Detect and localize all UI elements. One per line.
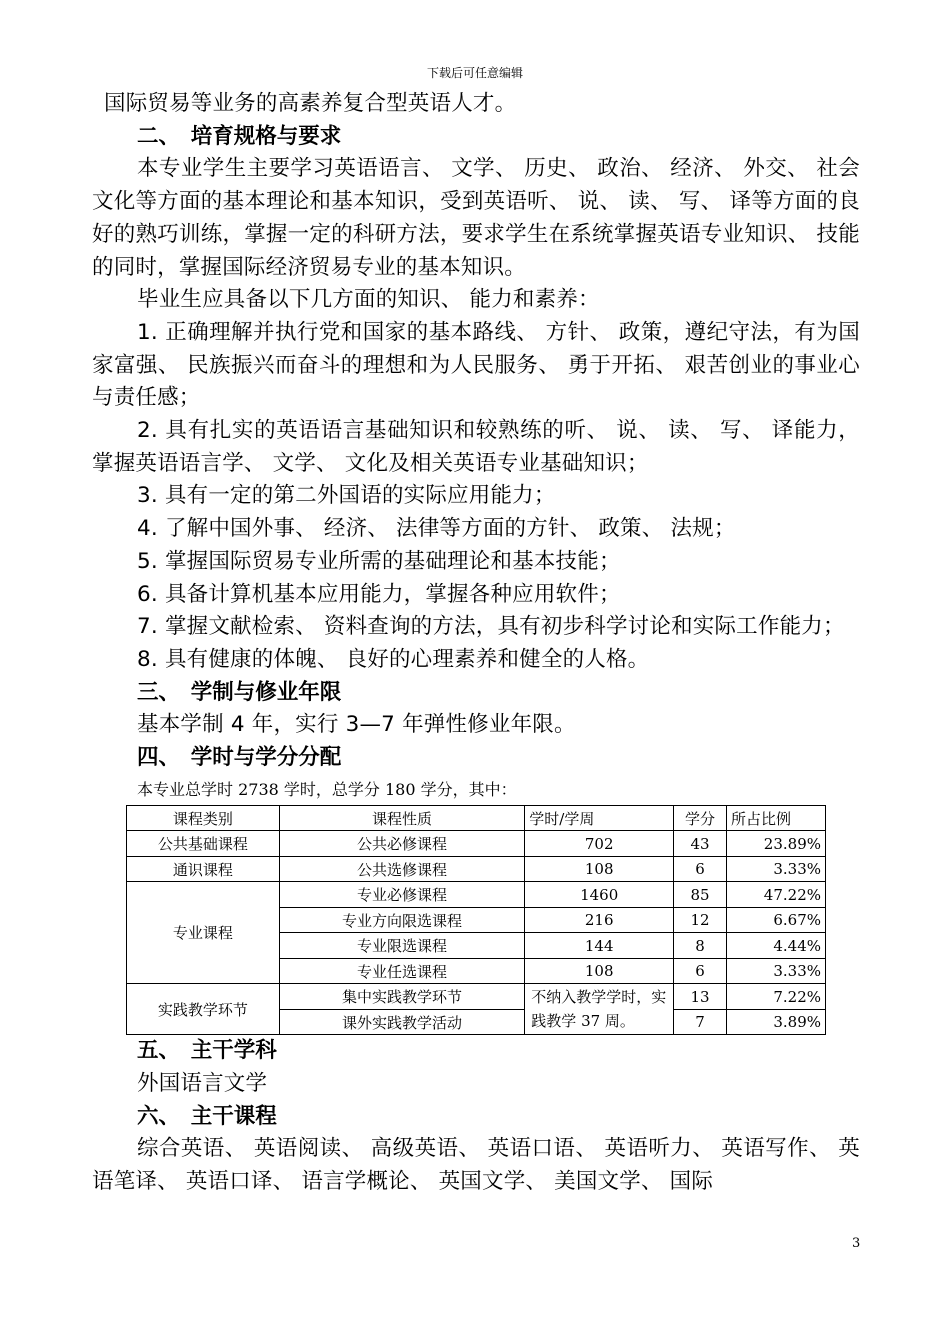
- list-item-2: 2. 具有扎实的英语语言基础知识和较熟练的听、 说、 读、 写、 译能力，掌握英语语言学、 文学、 文化及相关英语专业基础知识；: [92, 418, 860, 476]
- table-header-cell: 学分: [674, 805, 727, 831]
- credits-cell: 8: [674, 933, 727, 959]
- paragraph-requirements: 本专业学生主要学习英语语言、 文学、 历史、 政治、 经济、 外交、 社会文化等方面的基本理论和基本知识，受到英语听、 说、 读、 写、 译等方面的良好的熟巧训练，掌握一定的科研方法，要求学生在系统掌握英语专业知识、 技能的同时，掌握国际经济贸易专业的基本知识。: [92, 156, 860, 280]
- paragraph-graduates: 毕业生应具备以下几方面的知识、 能力和素养：: [137, 287, 600, 313]
- list-item-1: 1. 正确理解并执行党和国家的基本路线、 方针、 政策，遵纪守法，有为国家富强、 民族振兴而奋斗的理想和为人民服务、 勇于开拓、 艰苦创业的事业心与责任感；: [92, 319, 860, 411]
- section-heading-2: 二、 培育规格与要求: [137, 123, 342, 149]
- credits-cell: 13: [674, 984, 727, 1010]
- percent-cell: 23.89%: [727, 831, 826, 857]
- list-item-3: 3. 具有一定的第二外国语的实际应用能力；: [137, 483, 556, 509]
- credits-cell: 43: [674, 831, 727, 857]
- paragraph-courses: 综合英语、 英语阅读、 高级英语、 英语口语、 英语听力、 英语写作、 英语笔译、 英语口译、 语言学概论、 英国文学、 美国文学、 国际: [92, 1136, 860, 1195]
- section-heading-4: 四、 学时与学分分配: [137, 745, 342, 771]
- table-row: [127, 984, 826, 1010]
- table-row: [127, 856, 826, 882]
- hours-cell: 702: [525, 831, 674, 857]
- table-header-row: [127, 805, 826, 831]
- nature-cell: 公共必修课程: [279, 831, 525, 857]
- nature-cell: 专业方向限选课程: [279, 907, 525, 933]
- list-item-8: 8. 具有健康的体魄、 良好的心理素养和健全的人格。: [137, 646, 650, 672]
- nature-cell: 集中实践教学环节: [279, 984, 525, 1010]
- page-header: 下载后可任意编辑: [426, 66, 523, 80]
- hours-cell: 108: [525, 856, 674, 882]
- percent-cell: 47.22%: [727, 882, 826, 908]
- list-item-4: 4. 了解中国外事、 经济、 法律等方面的方针、 政策、 法规；: [137, 516, 736, 542]
- paragraph-discipline: 外国语言文学: [137, 1070, 268, 1096]
- paragraph-credits-intro: 本专业总学时 2738 学时，总学分 180 学分，其中：: [137, 779, 517, 799]
- document-body: [92, 88, 860, 1199]
- table-row: [127, 831, 826, 857]
- hours-cell: 1460: [525, 882, 674, 908]
- nature-cell: 专业必修课程: [279, 882, 525, 908]
- page-number: 3: [852, 1236, 861, 1251]
- hours-note-cell: 不纳入教学学时，实践教学 37 周。: [525, 984, 674, 1035]
- percent-cell: 7.22%: [727, 984, 826, 1010]
- table-header-cell: 学时/学周: [525, 805, 674, 831]
- table-header-cell: 课程类别: [127, 805, 280, 831]
- credits-cell: 12: [674, 907, 727, 933]
- percent-cell: 4.44%: [727, 933, 826, 959]
- nature-cell: 专业任选课程: [279, 958, 525, 984]
- category-cell: 实践教学环节: [127, 984, 280, 1035]
- category-cell: 公共基础课程: [127, 831, 280, 857]
- category-cell: 通识课程: [127, 856, 280, 882]
- credits-cell: 6: [674, 958, 727, 984]
- credits-cell: 6: [674, 856, 727, 882]
- percent-cell: 3.33%: [727, 856, 826, 882]
- percent-cell: 3.89%: [727, 1009, 826, 1035]
- nature-cell: 课外实践教学活动: [279, 1009, 525, 1035]
- paragraph-intro-end: 国际贸易等业务的高素养复合型英语人才。: [104, 91, 517, 116]
- credits-cell: 85: [674, 882, 727, 908]
- list-item-5: 5. 掌握国际贸易专业所需的基础理论和基本技能；: [137, 548, 621, 574]
- list-item-6: 6. 具备计算机基本应用能力，掌握各种应用软件；: [137, 581, 621, 607]
- credits-cell: 7: [674, 1009, 727, 1035]
- table-row: [127, 882, 826, 908]
- list-item-7: 7. 掌握文献检索、 资料查询的方法，具有初步科学讨论和实际工作能力；: [137, 614, 845, 640]
- nature-cell: 专业限选课程: [279, 933, 525, 959]
- table-header-cell: 所占比例: [727, 805, 826, 831]
- section-heading-3: 三、 学制与修业年限: [137, 679, 342, 705]
- percent-cell: 6.67%: [727, 907, 826, 933]
- hours-cell: 216: [525, 907, 674, 933]
- category-cell: 专业课程: [127, 882, 280, 984]
- nature-cell: 公共选修课程: [279, 856, 525, 882]
- table-header-cell: 课程性质: [279, 805, 525, 831]
- hours-cell: 144: [525, 933, 674, 959]
- section-heading-6: 六、 主干课程: [137, 1103, 277, 1129]
- paragraph-duration: 基本学制 4 年，实行 3—7 年弹性修业年限。: [137, 712, 576, 738]
- hours-cell: 108: [525, 958, 674, 984]
- credit-table: [126, 805, 826, 1036]
- section-heading-5: 五、 主干学科: [137, 1038, 277, 1064]
- percent-cell: 3.33%: [727, 958, 826, 984]
